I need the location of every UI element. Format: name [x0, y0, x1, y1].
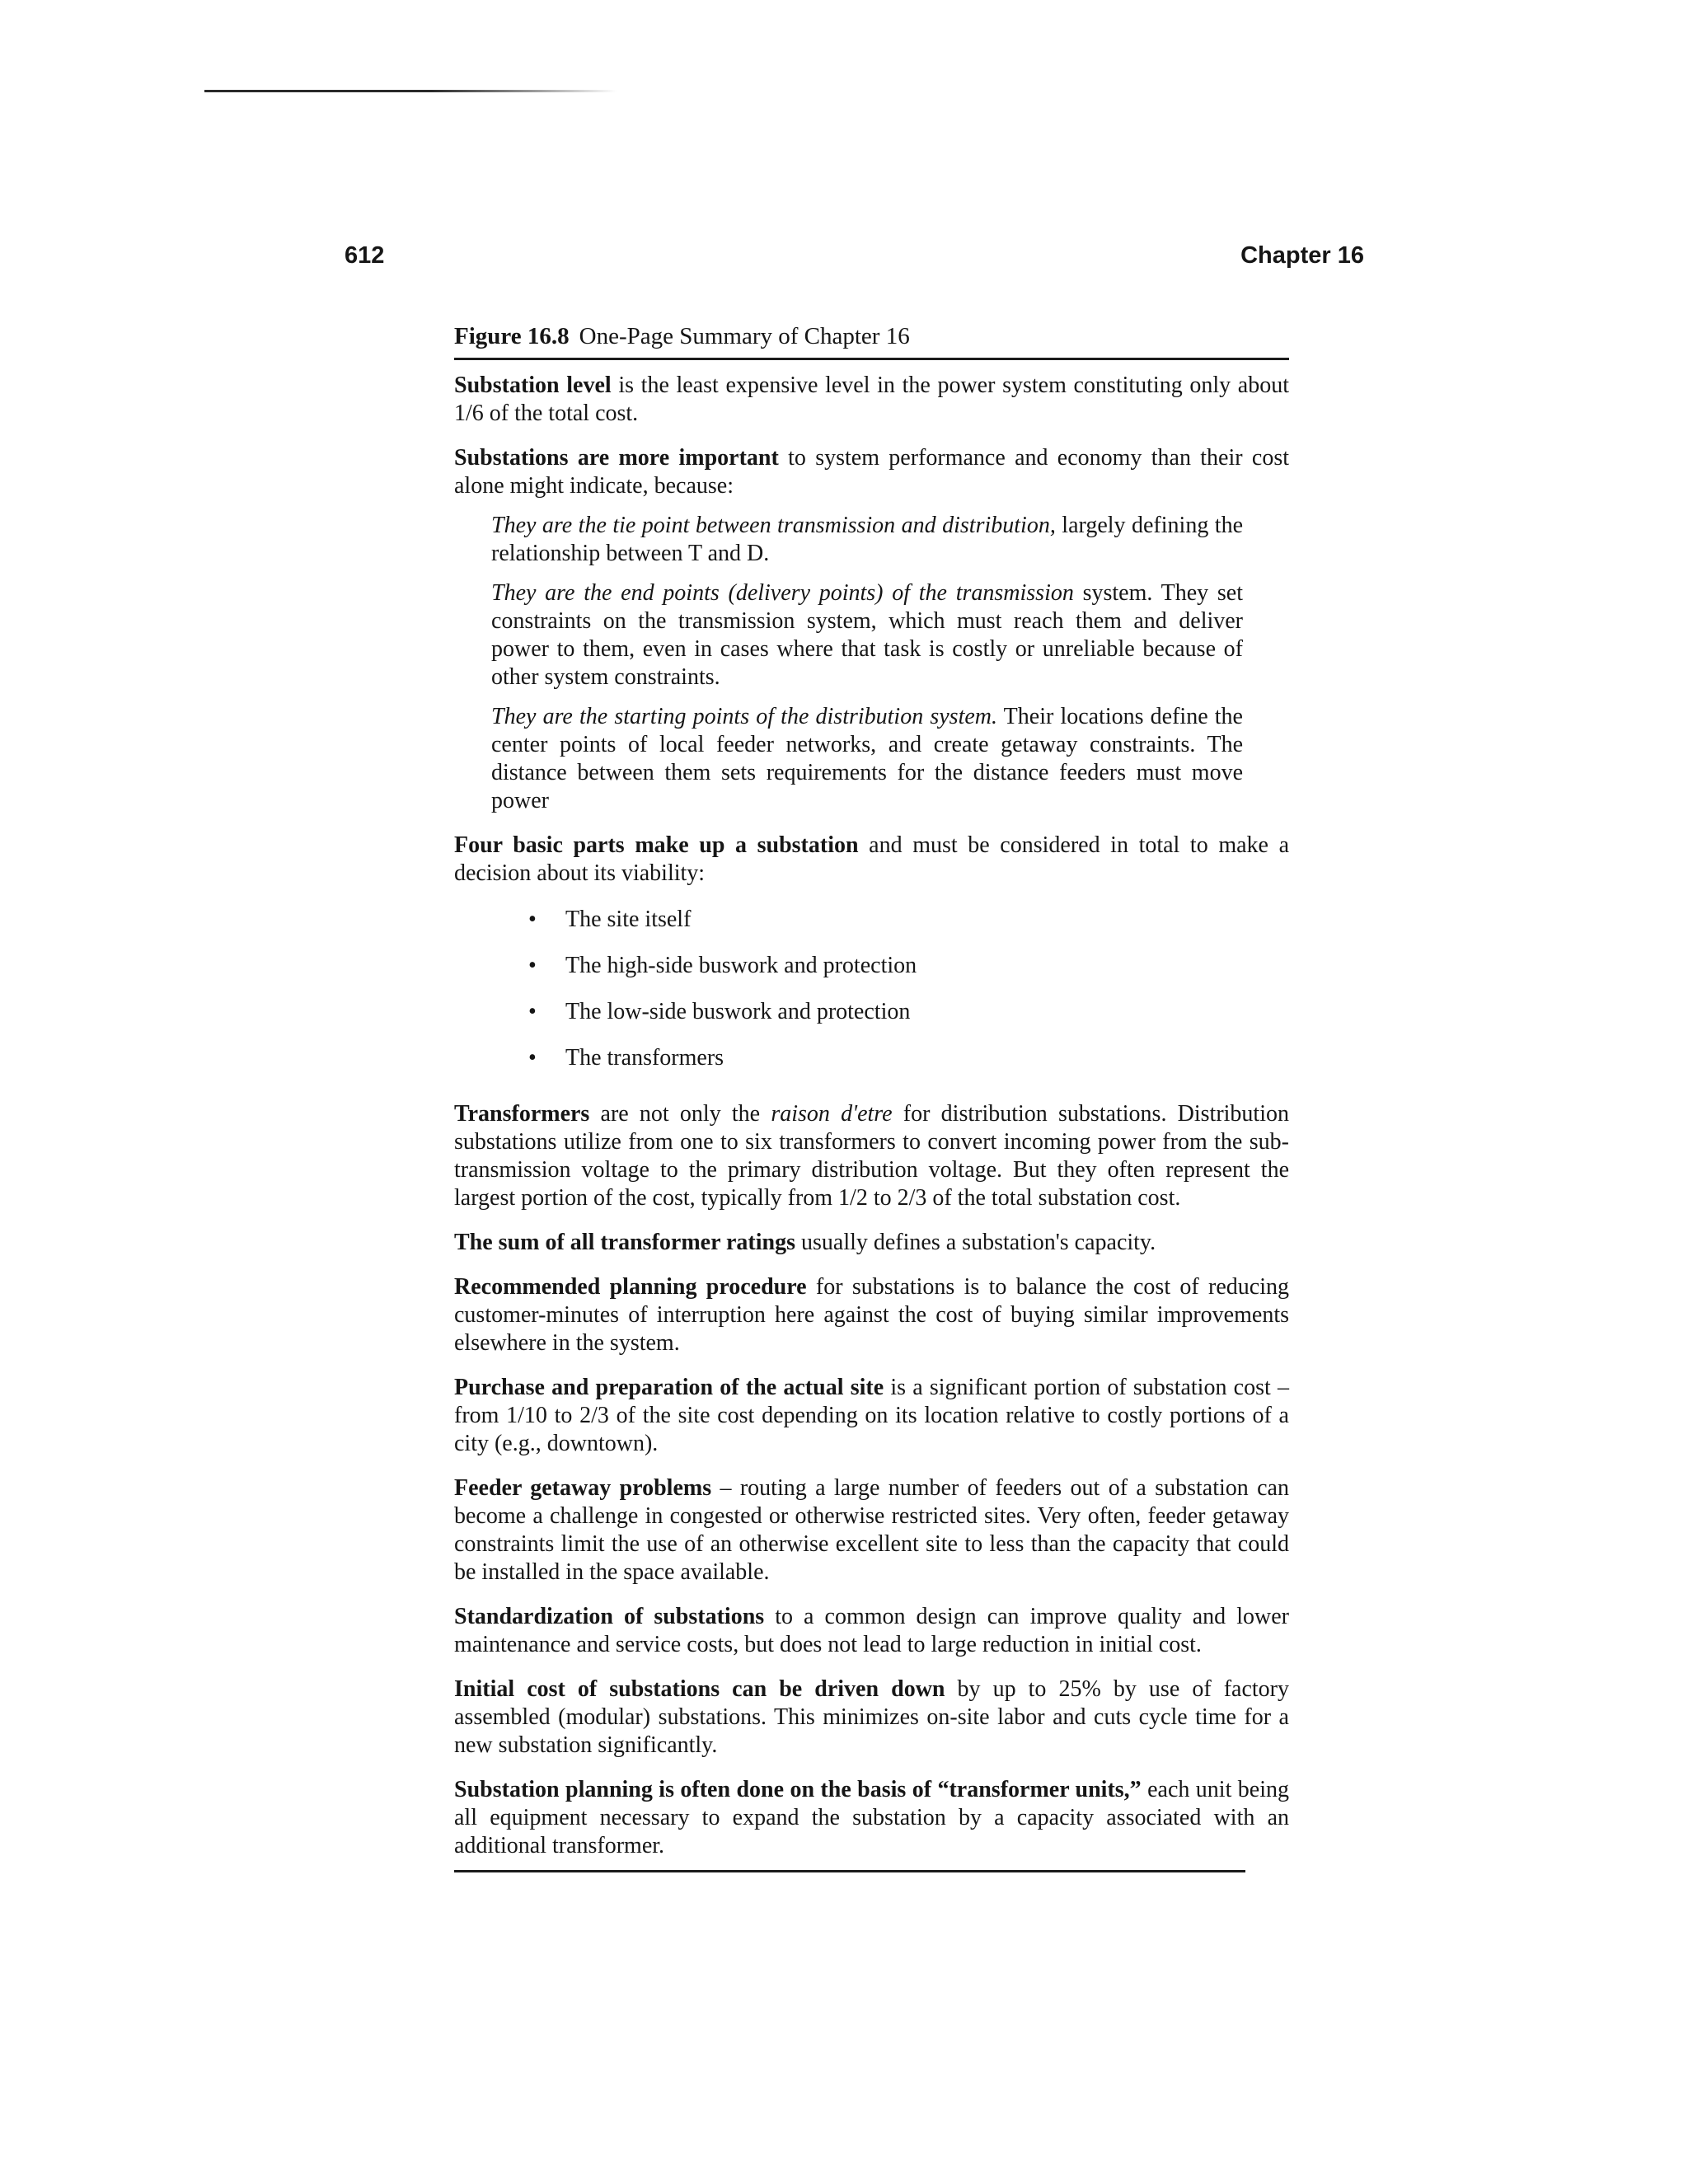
subparagraph-italic: They are the tie point between transmission and distribution,	[491, 513, 1056, 538]
paragraph-lead: Substations are more important	[454, 445, 779, 471]
paragraph-substation-level	[454, 372, 1289, 428]
paragraph-text: to system performance and economy than their cost alone might indicate, because:	[454, 445, 1289, 499]
paragraph-transformers	[454, 1100, 1289, 1212]
paragraph-text: each unit being all equipment necessary to expand the substation by a capacity associated with an additional transformer.	[454, 1777, 1289, 1858]
bullet-icon: •	[528, 953, 537, 978]
paragraph-text: for substations is to balance the cost of reducing customer-minutes of interruption here against the cost of buying similar improvements elsewhere in the system.	[454, 1274, 1289, 1356]
list-item	[454, 906, 1289, 952]
paragraph-substations-important	[454, 444, 1289, 500]
figure-summary-box	[454, 321, 1289, 1872]
paragraph-transformer-units	[454, 1776, 1289, 1860]
substation-parts-list	[454, 906, 1289, 1090]
paragraph-lead: Recommended planning procedure	[454, 1274, 807, 1300]
subparagraph-text: largely defining the relationship between T and D.	[491, 513, 1243, 566]
subparagraph-text: system. They set constraints on the transmission system, which must reach them and deliver power to them, even in cases where that task is costly or unreliable because of other system constraints.	[491, 580, 1243, 690]
subparagraph-italic: They are the end points (delivery points) of the transmission	[491, 580, 1074, 606]
chapter-label: Chapter 16	[1240, 242, 1364, 269]
subparagraph-tie-point	[491, 512, 1243, 568]
paragraph-standardization	[454, 1603, 1289, 1659]
paragraph-lead: Initial cost of substations can be driven down	[454, 1676, 945, 1702]
paragraph-text: is a significant portion of substation cost – from 1/10 to 2/3 of the site cost depending on its location relative to costly portions of a city (e.g., downtown).	[454, 1375, 1289, 1456]
list-item-text: The high-side buswork and protection	[565, 953, 917, 978]
paragraph-text: is the least expensive level in the power system constituting only about 1/6 of the total cost.	[454, 373, 1290, 426]
summary-content	[454, 360, 1289, 1860]
paragraph-lead: Feeder getaway problems	[454, 1475, 712, 1501]
figure-caption: One-Page Summary of Chapter 16	[579, 323, 910, 349]
list-item-text: The transformers	[565, 1045, 724, 1071]
paragraph-initial-cost	[454, 1675, 1289, 1760]
list-item	[454, 998, 1289, 1044]
paragraph-lead: Standardization of substations	[454, 1604, 765, 1629]
paragraph-text: are not only the	[589, 1101, 771, 1127]
paragraph-text: for distribution substations. Distribution substations utilize from one to six transformers to convert incoming power from the sub-transmission voltage to the primary distribution voltage. But they often represent the largest portion of the cost, typically from 1/2 to 2/3 of the total substation cost.	[454, 1101, 1289, 1211]
paragraph-lead: The sum of all transformer ratings	[454, 1230, 795, 1255]
paragraph-text: to a common design can improve quality and lower maintenance and service costs, but does not lead to large reduction in initial cost.	[454, 1604, 1289, 1657]
paragraph-feeder-getaway	[454, 1474, 1289, 1586]
paragraph-site-purchase	[454, 1374, 1289, 1458]
figure-label: Figure 16.8	[454, 323, 570, 349]
subparagraph-starting-points	[491, 703, 1243, 815]
paragraph-text: and must be considered in total to make a decision about its viability:	[454, 832, 1289, 886]
list-item-text: The low-side buswork and protection	[565, 999, 911, 1024]
paragraph-lead: Substation level	[454, 373, 612, 398]
paragraph-text: by up to 25% by use of factory assembled (modular) substations. This minimizes on-site labor and cuts cycle time for a new substation significantly.	[454, 1676, 1289, 1758]
running-head	[345, 242, 1364, 275]
list-item-text: The site itself	[565, 907, 692, 932]
paragraph-lead: Four basic parts make up a substation	[454, 832, 859, 858]
paragraph-transformer-ratings	[454, 1229, 1289, 1257]
paragraph-italic: raison d'etre	[771, 1101, 893, 1127]
paragraph-lead: Purchase and preparation of the actual site	[454, 1375, 884, 1400]
bullet-icon: •	[528, 1045, 537, 1071]
bullet-icon: •	[528, 999, 537, 1024]
list-item	[454, 1044, 1289, 1090]
bottom-rule	[454, 1870, 1245, 1872]
subparagraph-end-points	[491, 579, 1243, 691]
page-number: 612	[345, 242, 385, 269]
paragraph-text: – routing a large number of feeders out of a substation can become a challenge in congested or otherwise restricted sites. Very often, feeder getaway constraints limit the use of an otherwise excellent site to less than the capacity that could be installed in the space available.	[454, 1475, 1289, 1585]
paragraph-lead: Substation planning is often done on the basis of “transformer units,”	[454, 1777, 1142, 1802]
paragraph-planning-procedure	[454, 1273, 1289, 1357]
paragraph-lead: Transformers	[454, 1101, 590, 1127]
list-item	[454, 952, 1289, 998]
scan-artifact-rule	[204, 90, 617, 92]
subparagraph-text: Their locations define the center points of local feeder networks, and create getaway constraints. The distance between them sets requirements for the distance feeders must move power	[491, 704, 1243, 813]
paragraph-text: usually defines a substation's capacity.	[795, 1230, 1156, 1255]
figure-title	[454, 321, 1289, 351]
paragraph-four-parts	[454, 832, 1289, 888]
subparagraph-italic: They are the starting points of the distribution system.	[491, 704, 998, 729]
bullet-icon: •	[528, 907, 537, 932]
